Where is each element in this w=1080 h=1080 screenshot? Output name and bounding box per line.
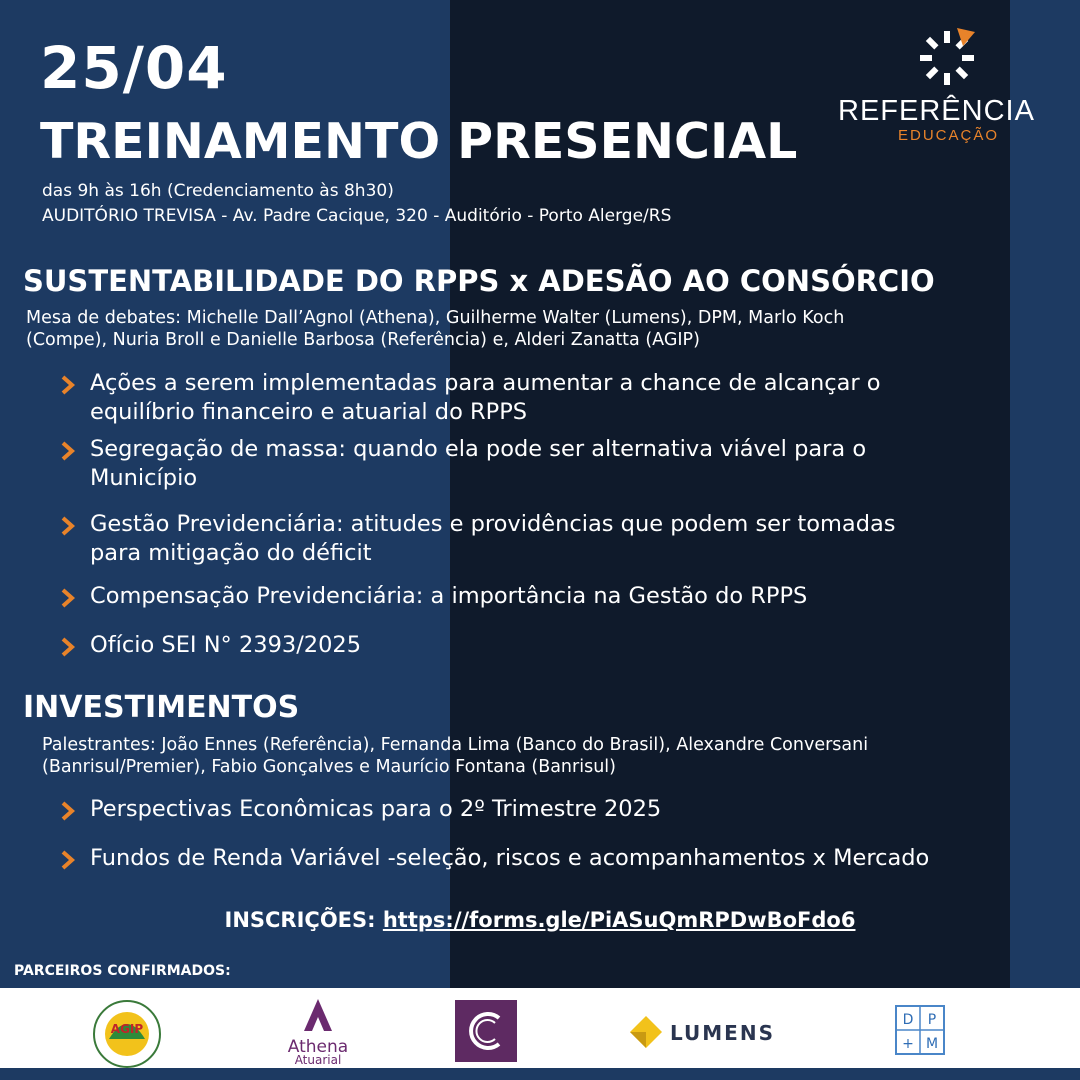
logo-subtitle: EDUCAÇÃO [898,127,1000,144]
description-line: (Banrisul/Premier), Fabio Gonçalves e Maurício Fontana (Banrisul) [42,757,616,777]
bottom-band [0,1068,1080,1080]
lumens-logo [626,1014,776,1050]
description-line: Mesa de debates: Michelle Dall’Agnol (Athena), Guilherme Walter (Lumens), DPM, Marlo Koch [26,308,845,328]
description-line: (Compe), Nuria Broll e Danielle Barbosa (Referência) e, Alderi Zanatta (AGIP) [26,330,700,350]
compe-c-logo [455,1000,517,1062]
event-schedule: das 9h às 16h (Credenciamento às 8h30) [42,181,394,201]
topic-text: Segregação de massa: quando ela pode ser alternativa viável para o [90,436,867,462]
event-title: TREINAMENTO PRESENCIAL [40,113,798,170]
chevron-right-icon [60,637,76,657]
chevron-right-icon [60,375,76,395]
lumens-name: LUMENS [670,1021,775,1045]
lumens-diamond-icon [626,1014,666,1050]
partners-label: PARCEIROS CONFIRMADOS: [14,963,231,979]
dpm-letter: M [925,1036,939,1052]
topic-text: Compensação Previdenciária: a importância na Gestão do RPPS [90,583,808,609]
signup-line [0,908,1080,932]
signup-label: INSCRIÇÕES: [224,908,376,932]
section-sustentabilidade-title: SUSTENTABILIDADE DO RPPS x ADESÃO AO CONSÓRCIO [23,264,935,298]
chevron-right-icon [60,588,76,608]
chevron-right-icon [60,516,76,536]
athena-name: Athena [287,1037,349,1057]
topic-text: para mitigação do déficit [90,539,372,566]
athena-a-icon [280,997,356,1035]
topic-text: Ações a serem implementadas para aumentar a chance de alcançar o [90,370,881,396]
topic-text: Ofício SEI N° 2393/2025 [90,632,362,658]
dpm-letter: D [902,1012,914,1028]
section-investimentos-description [42,734,868,778]
event-venue: AUDITÓRIO TREVISA - Av. Padre Cacique, 320 - Auditório - Porto Alerge/RS [42,206,672,226]
topic-text: Fundos de Renda Variável -seleção, riscos e acompanhamentos x Mercado [90,845,930,871]
chevron-right-icon [60,850,76,870]
logo-wordmark: REFERÊNCIA [838,95,1035,127]
compe-c-mark [455,1000,517,1062]
signup-link[interactable]: https://forms.gle/PiASuQmRPDwBoFdo6 [382,908,856,932]
topic-text: Gestão Previdenciária: atitudes e providências que podem ser tomadas [90,511,896,537]
agip-seal-logo [84,999,170,1069]
dpm-letter: P [927,1012,937,1028]
svg-text:+: + [902,1036,914,1052]
chevron-right-icon [60,441,76,461]
athena-logo [280,997,356,1069]
dpm-logo [894,1004,946,1056]
topic-text: Perspectivas Econômicas para o 2º Trimestre 2025 [90,796,662,822]
chevron-right-icon [60,801,76,821]
description-line: Palestrantes: João Ennes (Referência), Fernanda Lima (Banco do Brasil), Alexandre Conversani [42,735,869,755]
topic-text: equilíbrio financeiro e atuarial do RPPS [90,398,528,425]
referencia-logo [838,22,1060,146]
svg-text:AGIP: AGIP [110,1022,144,1036]
referencia-starburst-icon [838,22,1060,92]
event-date: 25/04 [40,34,228,102]
section-investimentos-title: INVESTIMENTOS [23,690,300,725]
athena-subtitle: Atuarial [294,1053,342,1067]
section-sustentabilidade-description [26,307,844,351]
topic-text: Município [90,464,198,491]
